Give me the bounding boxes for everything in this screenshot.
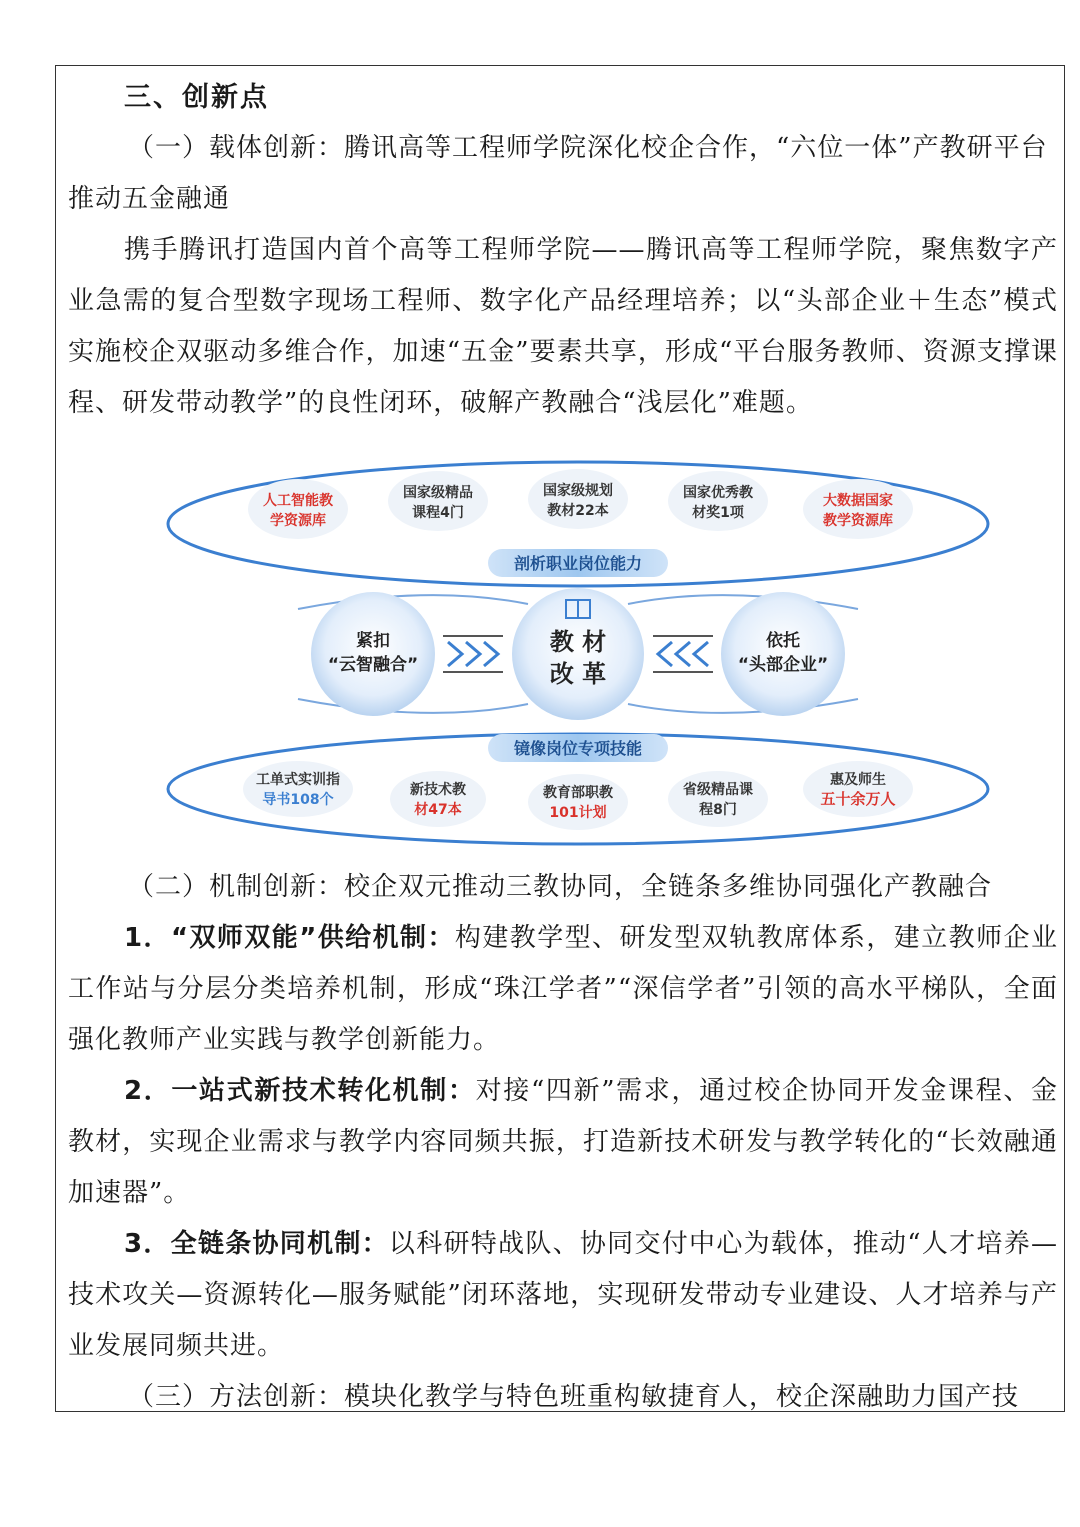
mechanism-2-body: 对接“四新”需求，通过校企协同开发金课程、金教材，实现企业需求与教学内容同频共振，打造新技术研发与教学转化的“长效融通加速器”。 [68,1076,1058,1208]
diagram-svg [148,454,1008,854]
bottom-item-5-line-2: 五十余万人 [820,790,896,808]
bottom-item-5-line-1: 惠及师生 [830,772,886,788]
bottom-item-2-line-2: 材47本 [414,802,462,818]
center-circle-line-1: 教 材 [549,628,607,656]
bottom-item-4 [668,771,768,827]
bottom-band-label: 镜像岗位专项技能 [513,739,643,758]
right-circle-line-1: 依托 [766,631,800,651]
left-circle-line-1: 紧扣 [356,631,390,651]
top-item-5 [803,479,913,539]
mechanism-1 [68,913,1058,1066]
bottom-item-1-line-1: 工单式实训指 [256,772,340,788]
mechanism-3 [68,1219,1058,1372]
bottom-item-3-line-2: 101计划 [549,805,607,821]
subsection-3-title [68,1372,1058,1423]
bottom-item-1 [243,761,353,817]
subsection-1-title-text: 载体创新：腾讯高等工程师学院深化校企合作，“六位一体”产教研平台推动五金融通 [68,133,1048,214]
center-circle [512,588,644,720]
top-item-2-line-2: 课程4门 [412,505,464,521]
mechanism-1-body: 构建教学型、研发型双轨教席体系，建立教师企业工作站与分层分类培养机制，形成“珠江学者”“深信学者”引领的高水平梯队，全面强化教师产业实践与教学创新能力。 [68,923,1058,1055]
subsection-3-title-text: 方法创新：模块化教学与特色班重构敏捷育人，校企深融助力国产技 [209,1382,1020,1412]
mechanism-1-lead: 1．“双师双能”供给机制： [124,923,455,953]
bottom-item-2 [390,771,486,827]
subsection-1-body: 携手腾讯打造国内首个高等工程师学院——腾讯高等工程师学院，聚焦数字产业急需的复合型数字现场工程师、数字化产品经理培养；以“头部企业＋生态”模式实施校企双驱动多维合作，加速“五金”要素共享，形成“平台服务教师、资源支撑课程、研发带动教学”的良性闭环，破解产教融合“浅层化”难题。 [68,235,1058,418]
subsection-2-tag: （二） [128,872,210,902]
mechanism-3-lead: 3．全链条协同机制： [124,1229,389,1259]
left-circle-line-2: “云智融合” [327,655,419,675]
left-arrows-icon [443,636,503,672]
top-item-4 [668,471,768,531]
bottom-item-4-line-1: 省级精品课 [683,782,753,798]
mechanism-3-body: 以科研特战队、协同交付中心为载体，推动“人才培养—技术攻关—资源转化—服务赋能”闭环落地，实现研发带动专业建设、人才培养与产业发展同频共进。 [68,1229,1058,1361]
subsection-2-title [68,862,1058,913]
right-circle [721,592,845,716]
textbook-reform-diagram [148,454,1008,854]
subsection-1-title [68,123,1058,225]
bottom-item-1-line-2: 导书108个 [262,792,334,808]
top-item-1 [248,479,348,539]
subsection-1-tag: （一） [128,133,210,163]
mechanism-2-lead: 2．一站式新技术转化机制： [124,1076,476,1106]
top-band-label: 剖析职业岗位能力 [513,554,643,573]
top-item-2 [388,471,488,531]
top-item-3-line-1: 国家级规划 [543,483,613,499]
document-body [68,72,1058,1423]
center-circle-line-2: 改 革 [549,660,607,688]
bottom-item-3 [528,774,628,830]
section-heading: 三、创新点 [124,82,269,113]
left-circle [311,592,435,716]
bottom-item-5 [803,761,913,817]
top-item-5-line-2: 教学资源库 [823,513,893,529]
mechanism-2 [68,1066,1058,1219]
top-item-3-line-2: 教材22本 [547,503,609,519]
subsection-3-tag: （三） [128,1382,210,1412]
bottom-item-4-line-2: 程8门 [699,802,737,818]
top-item-3 [528,469,628,529]
top-item-4-line-2: 材奖1项 [692,505,744,521]
right-arrows-icon [653,636,713,672]
top-item-5-line-1: 大数据国家 [823,493,893,509]
bottom-item-2-line-1: 新技术教 [410,782,466,798]
right-circle-line-2: “头部企业” [737,655,829,675]
top-item-1-line-1: 人工智能教 [263,493,333,509]
top-item-4-line-1: 国家优秀教 [683,485,753,501]
top-item-1-line-2: 学资源库 [270,513,326,529]
top-item-2-line-1: 国家级精品 [403,485,473,501]
bottom-item-3-line-1: 教育部职教 [543,785,613,801]
subsection-2-title-text: 机制创新：校企双元推动三教协同，全链条多维协同强化产教融合 [209,872,993,902]
